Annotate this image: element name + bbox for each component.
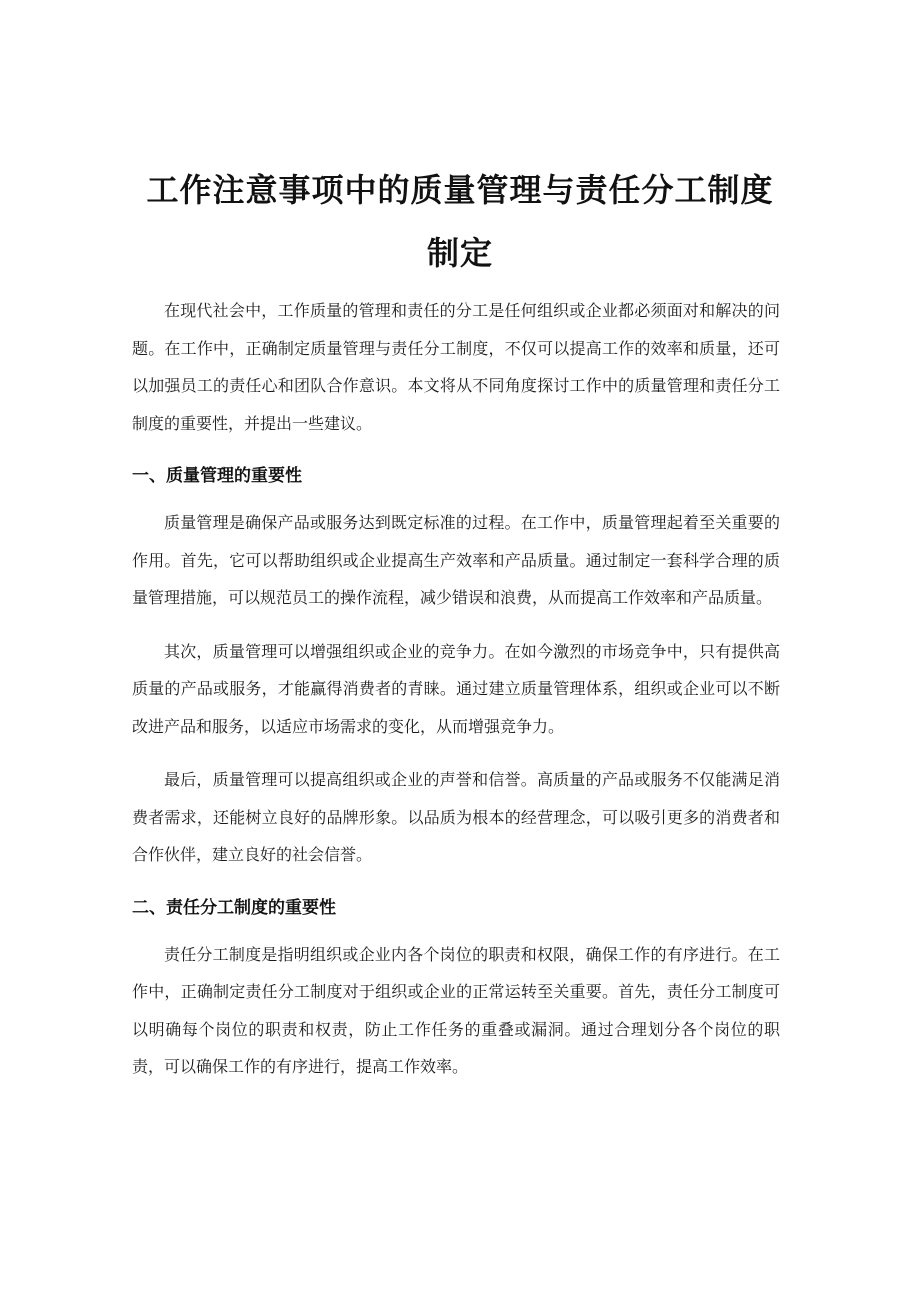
section-1-paragraph-1: 质量管理是确保产品或服务达到既定标准的过程。在工作中，质量管理起着至关重要的作用。首先，它可以帮助组织或企业提高生产效率和产品质量。通过制定一套科学合理的质量管理措施，可以规范员工的操作流程，减少错误和浪费，从而提高工作效率和产品质量。 <box>132 513 780 607</box>
section-2-paragraph-1: 责任分工制度是指明组织或企业内各个岗位的职责和权限，确保工作的有序进行。在工作中，正确制定责任分工制度对于组织或企业的正常运转至关重要。首先，责任分工制度可以明确每个岗位的职责和权责，防止工作任务的重叠或漏洞。通过合理划分各个岗位的职责，可以确保工作的有序进行，提高工作效率。 <box>132 944 780 1076</box>
document-title-line-2: 制定 <box>426 234 493 272</box>
section-1-paragraph-2: 其次，质量管理可以增强组织或企业的竞争力。在如今激烈的市场竞争中，只有提供高质量的产品或服务，才能赢得消费者的青睐。通过建立质量管理体系，组织或企业可以不断改进产品和服务，以适应市场需求的变化，从而增强竞争力。 <box>132 641 780 736</box>
section-1-heading: 一、质量管理的重要性 <box>132 466 302 486</box>
document-title-line-1: 工作注意事项中的质量管理与责任分工制度 <box>146 171 774 209</box>
document-body <box>132 292 780 1102</box>
section-1-paragraph-3: 最后，质量管理可以提高组织或企业的声誉和信誉。高质量的产品或服务不仅能满足消费者需求，还能树立良好的品牌形象。以品质为根本的经营理念，可以吸引更多的消费者和合作伙伴，建立良好的社会信誉。 <box>132 770 780 864</box>
section-2-heading: 二、责任分工制度的重要性 <box>132 897 336 918</box>
intro-paragraph: 在现代社会中，工作质量的管理和责任的分工是任何组织或企业都必须面对和解决的问题。在工作中，正确制定质量管理与责任分工制度，不仅可以提高工作的效率和质量，还可以加强员工的责任心和团队合作意识。本文将从不同角度探讨工作中的质量管理和责任分工制度的重要性，并提出一些建议。 <box>132 301 780 433</box>
